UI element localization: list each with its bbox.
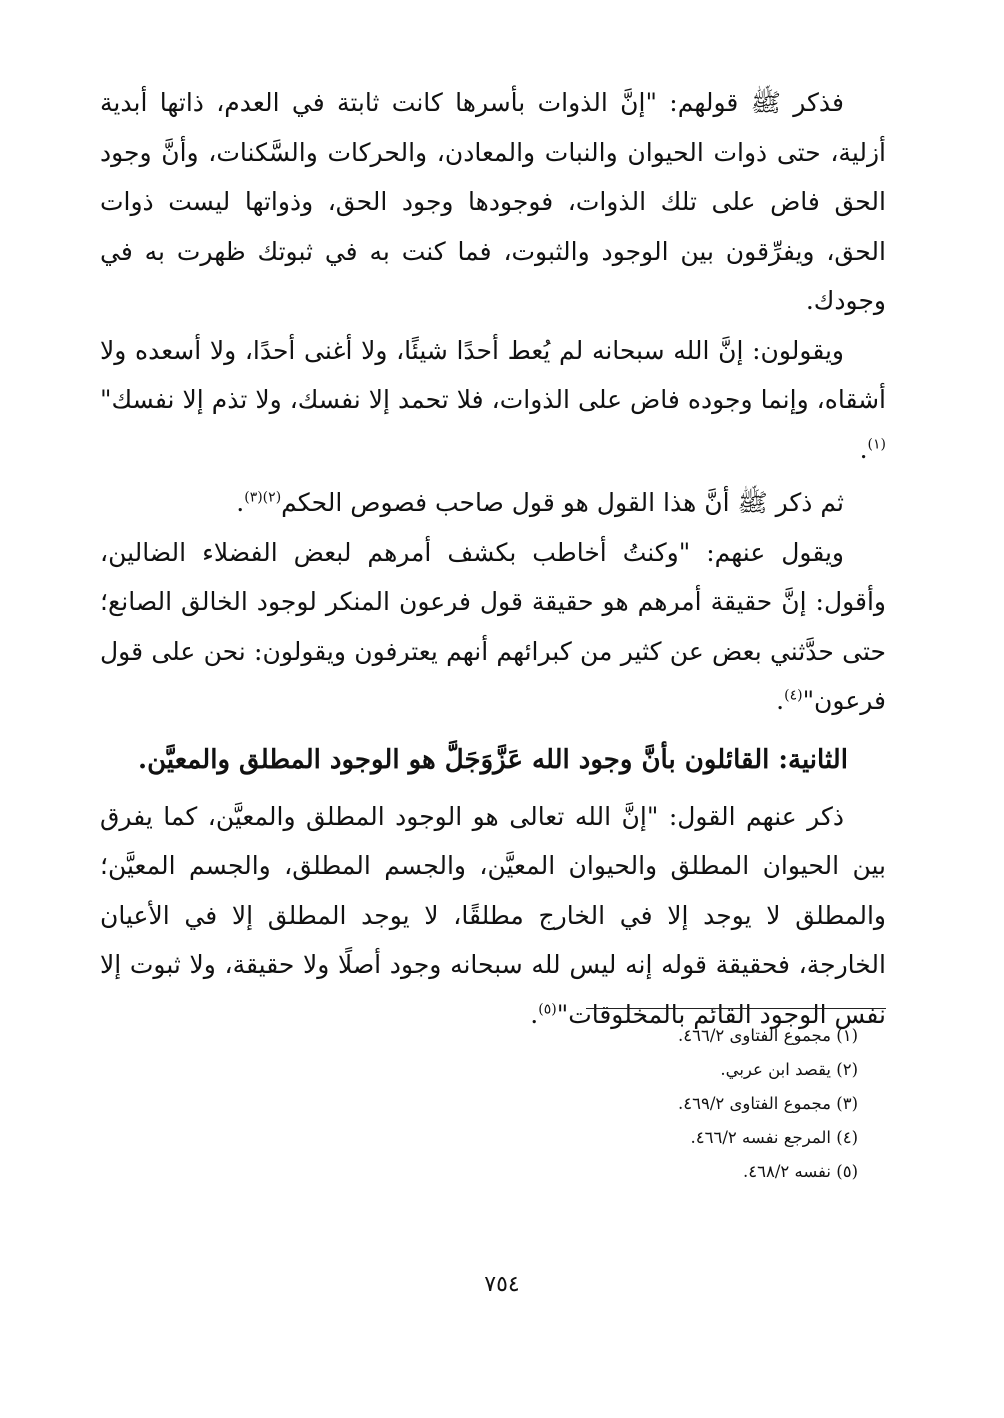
paragraph-3-text: ثم ذكر ﷺ أنَّ هذا القول هو قول صاحب فصوص الحكم	[281, 488, 844, 517]
footnote-2: (٢) يقصد ابن عربي.	[720, 1060, 858, 1079]
footnote-3: (٣) مجموع الفتاوى ٤٦٩/٢.	[678, 1094, 858, 1113]
paragraph-5-tail: .	[530, 999, 539, 1029]
paragraph-4-tail: .	[776, 686, 785, 715]
paragraph-5-text: ذكر عنهم القول: "إنَّ الله تعالى هو الوجود المطلق والمعيَّن، كما يفرق بين الحيوان المطلق والحيوان المعيَّن، والجسم المطلق، والجسم المعيَّن؛ والمطلق لا يوجد إلا في الخارج مطلقًا، لا يوجد المطلق إلا في الأعيان الخارجة، فحقيقة قوله إنه ليس لله سبحانه وجود أصلًا ولا حقيقة، ولا ثبوت إلا نفس الوجود القائم بالمخلوقات"	[100, 801, 886, 1029]
paragraph-3	[100, 478, 886, 528]
paragraph-5	[100, 792, 886, 1040]
footnote-ref-5[interactable]: (٥)	[538, 1001, 557, 1018]
footnotes	[100, 1008, 886, 1189]
footnote-4: (٤) المرجع نفسه ٤٦٦/٢.	[690, 1128, 858, 1147]
footnote-5: (٥) نفسه ٤٦٨/٢.	[742, 1162, 858, 1181]
paragraph-2-tail: .	[859, 434, 868, 464]
page-number: ٧٥٤	[484, 1272, 520, 1297]
section-heading: الثانية: القائلون بأنَّ وجود الله عَزَّوَجَلَّ هو الوجود المطلق والمعيَّن.	[138, 744, 848, 775]
footnote-ref-2-3[interactable]: (٢)(٣)	[244, 489, 282, 506]
paragraph-4-text: ويقول عنهم: "وكنتُ أخاطب بكشف أمرهم لبعض الفضلاء الضالين، وأقول: إنَّ حقيقة أمرهم هو حقيقة قول فرعون المنكر لوجود الخالق الصانع؛ حتى حدَّثني بعض عن كثير من كبرائهم أنهم يعترفون ويقولون: نحن على قول فرعون"	[100, 537, 886, 715]
footnote-1: (١) مجموع الفتاوى ٤٦٦/٢.	[678, 1026, 858, 1045]
footnote-separator	[586, 1008, 886, 1009]
main-text	[100, 78, 886, 1039]
footnote-ref-4[interactable]: (٤)	[784, 687, 803, 704]
paragraph-2-text: ويقولون: إنَّ الله سبحانه لم يُعط أحدًا شيئًا، ولا أغنى أحدًا، ولا أسعده ولا أشقاه، وإنما وجوده فاض على الذوات، فلا تحمد إلا نفسك، ولا تذم إلا نفسك"	[100, 335, 886, 414]
paragraph-3-tail: .	[236, 488, 245, 517]
paragraph-4	[100, 528, 886, 726]
paragraph-1	[100, 78, 886, 326]
footnote-ref-1[interactable]: (١)	[867, 436, 886, 453]
paragraph-1-text: فذكر ﷺ قولهم: "إنَّ الذوات بأسرها كانت ثابتة في العدم، ذاتها أبدية أزلية، حتى ذوات الحيوان والنبات والمعادن، والحركات والسَّكنات، وأنَّ وجود الحق فاض على تلك الذوات، فوجودها وجود الحق، وذواتها ليست ذوات الحق، ويفرِّقون بين الوجود والثبوت، فما كنت به في ثبوتك ظهرت به في وجودك.	[100, 88, 886, 315]
paragraph-2	[100, 326, 886, 475]
